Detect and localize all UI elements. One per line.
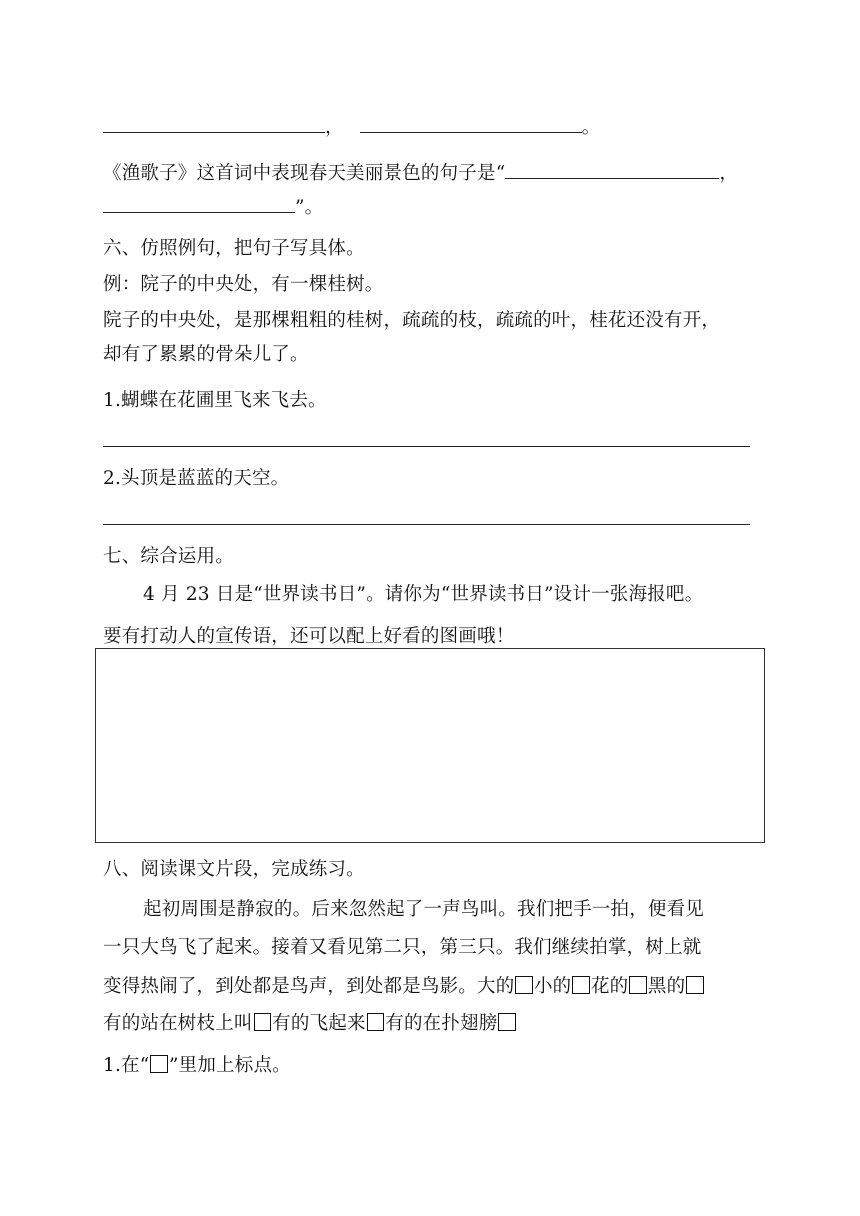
punctuation-box[interactable] (254, 1013, 272, 1031)
punctuation-box[interactable] (498, 1013, 516, 1031)
punctuation-box[interactable] (572, 976, 590, 994)
example-sentence: 例：院子的中央处，有一棵桂树。 (103, 274, 384, 295)
section-7-title: 七、综合运用。 (103, 546, 234, 567)
passage-line-2: 一只大鸟飞了起来。接着又看见第二只，第三只。我们继续拍掌，树上就 (103, 937, 702, 958)
item-text: ”里加上标点。 (168, 1055, 291, 1076)
fill-in-line-1 (103, 112, 600, 141)
answer-blank[interactable] (103, 112, 325, 133)
punctuation-box[interactable] (629, 976, 647, 994)
poem-question-text: 《渔歌子》这首词中表现春天美丽景色的句子是“ (103, 163, 506, 184)
expanded-sentence-line-1: 院子的中央处，是那棵粗粗的桂树，疏疏的枝，疏疏的叶，桂花还没有开， (103, 310, 721, 331)
section-8-item-1 (103, 1053, 291, 1079)
section-7-instruction-1: 4 月 23 日是“世界读书日”。请你为“世界读书日”设计一张海报吧。 (143, 584, 704, 605)
passage-line-1: 起初周围是静寂的。后来忽然起了一声鸟叫。我们把手一拍，便看见 (143, 899, 705, 920)
answer-line-2[interactable] (103, 524, 750, 525)
comma: ， (719, 163, 739, 184)
punctuation-box[interactable] (686, 976, 704, 994)
answer-line-1[interactable] (103, 446, 750, 447)
passage-text: 变得热闹了，到处都是鸟声，到处都是鸟影。大的 (103, 976, 515, 997)
period: 。 (581, 117, 601, 138)
answer-blank[interactable] (505, 158, 719, 179)
closing-quote: ”。 (295, 197, 324, 218)
poem-question-cont (103, 192, 323, 221)
item-2-prompt: 2.头顶是蓝蓝的天空。 (103, 468, 290, 489)
comma: ， (325, 117, 344, 138)
poster-drawing-box[interactable] (95, 648, 765, 843)
answer-blank[interactable] (360, 112, 582, 133)
section-7-instruction-2: 要有打动人的宣传语，还可以配上好看的图画哦！ (103, 626, 515, 647)
item-1-prompt: 1.蝴蝶在花圃里飞来飞去。 (103, 390, 327, 411)
box-symbol (150, 1055, 168, 1073)
passage-text: 有的在扑翅膀 (385, 1013, 498, 1034)
poem-question (103, 158, 738, 187)
section-8-title: 八、阅读课文片段，完成练习。 (103, 859, 365, 880)
section-6-title: 六、仿照例句，把句子写具体。 (103, 238, 365, 259)
item-text: 1.在“ (103, 1055, 150, 1076)
answer-blank[interactable] (103, 192, 295, 213)
passage-line-4 (103, 1011, 517, 1037)
passage-text: 有的站在树枝上叫 (103, 1013, 253, 1034)
passage-line-3 (103, 974, 705, 1000)
punctuation-box[interactable] (367, 1013, 385, 1031)
punctuation-box[interactable] (515, 976, 533, 994)
passage-text: 黑的 (647, 976, 686, 997)
passage-text: 小的 (533, 976, 572, 997)
expanded-sentence-line-2: 却有了累累的骨朵儿了。 (103, 344, 309, 365)
passage-text: 有的飞起来 (272, 1013, 366, 1034)
passage-text: 花的 (590, 976, 629, 997)
